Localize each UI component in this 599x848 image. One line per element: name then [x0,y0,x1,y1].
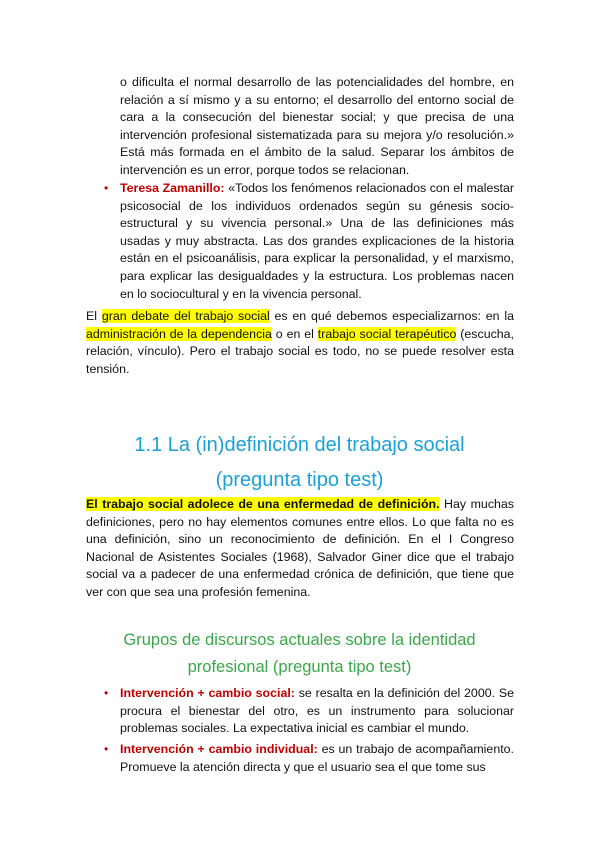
section-heading-line-2: (pregunta tipo test) [215,469,384,491]
indef-text: Hay muchas definiciones, pero no hay elementos comunes entre ellos. Lo que falta no es una definición, sino un reconocimiento de definición. En el I Congreso Nacional de Asistentes Sociales (1968), Salvador Giner dice que el trabajo social va a padecer de una enfermedad crónica de definición, que tiene que ver con que sea una profesión femenina. [86,497,514,599]
paragraph-debate [86,308,514,378]
bullet-marker: • [104,742,109,756]
bullet-label: Teresa Zamanillo: [120,181,225,195]
subsection-heading-line-2: profesional (pregunta tipo test) [187,658,412,676]
bullet-item-zamanillo [120,180,514,303]
bullet-label: Intervención + cambio individual: [120,742,318,756]
bullet-marker: • [104,181,109,195]
debate-text-1: El [86,309,102,323]
bullet-text: es un trabajo de acompañamiento. Promueve la atención directa y que el usuario sea el que tome sus [120,742,514,774]
debate-text-3: o en el [271,326,318,341]
bullet-text: «Todos los fenómenos relacionados con el malestar psicosocial de los individuos ordenados según su génesis socio-estructural y su vivencia personal.» Una de las definiciones más usadas y muy abstracta. Las dos grandes explicaciones de la historia están en el psicoanálisis, para explicar la personalidad, y el marxismo, para explicar las desigualdades y la estructura. Los problemas nacen en lo sociocultural y en la vivencia personal. [120,181,514,301]
bullet-label: Intervención + cambio social: [120,686,295,700]
debate-text-4: (escucha, relación, vínculo). Pero el trabajo social es todo, no se puede resolver esta tensión. [86,326,515,376]
bullet-item-cambio-individual [120,741,514,776]
section-heading-line-1: 1.1 La (in)definición del trabajo social [134,434,465,456]
bullet-item-cambio-social [120,685,514,738]
subsection-heading-line-1: Grupos de discursos actuales sobre la identidad [123,631,476,649]
highlight-administracion: administración de la dependencia [86,326,272,341]
bullet-text: se resalta en la definición del 2000. Se procura el bienestar del otro, es un instrumento para solucionar problemas sociales. La expectativa inicial es cambiar el mundo. [120,686,514,736]
highlight-terapeutico: trabajo social terapéutico [317,326,457,341]
highlight-enfermedad-definicion: El trabajo social adolece de una enfermedad de definición. [86,497,440,511]
paragraph-continuation [120,74,514,180]
paragraph-text: o dificulta el normal desarrollo de las potencialidades del hombre, en relación a sí mismo y a su entorno; el desarrollo del entorno social de cara a la consecución del bienestar social; y que precisa de una intervención profesional sistematizada para su mejora y/o resolución.» Está más formada en el ámbito de la salud. Separar los ámbitos de intervención es un error, porque todos se relacionan. [120,75,514,177]
highlight-gran-debate: gran debate del trabajo social [101,309,270,323]
paragraph-indefinicion [86,496,514,602]
bullet-marker: • [104,686,109,700]
debate-text-2: es en qué debemos especializarnos: en la [269,309,514,323]
